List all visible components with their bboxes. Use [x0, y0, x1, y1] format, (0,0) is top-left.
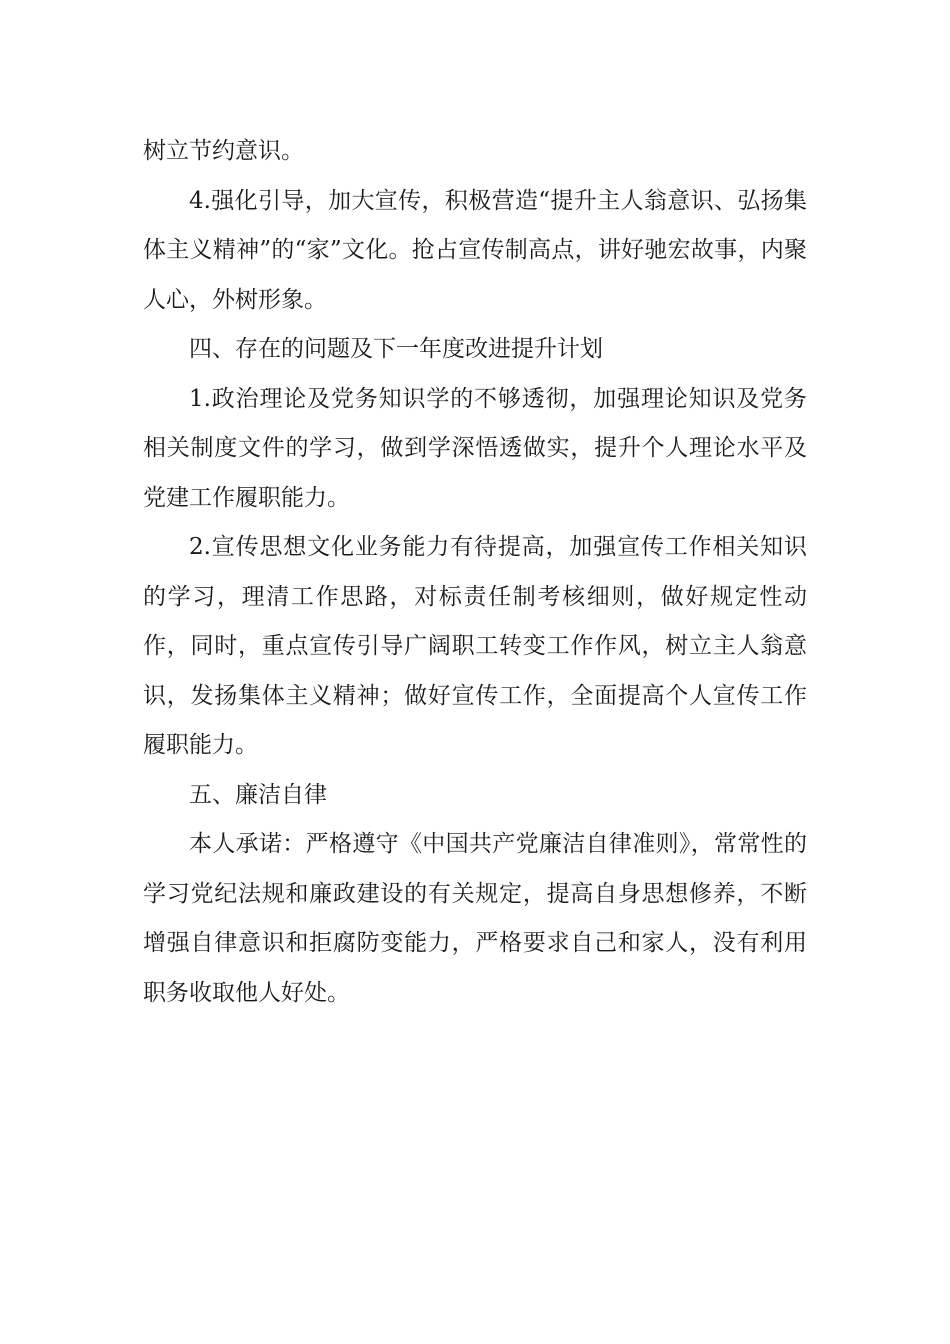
paragraph-problem-1: 1.政治理论及党务知识学的不够透彻，加强理论知识及党务相关制度文件的学习，做到学深悟透做实，提升个人理论水平及党建工作履职能力。 — [143, 385, 807, 511]
paragraph-item-4: 4.强化引导，加大宣传，积极营造“提升主人翁意识、弘扬集体主义精神”的“家”文化。抢占宣传制高点，讲好驰宏故事，内聚人心，外树形象。 — [143, 187, 807, 313]
paragraph-commitment: 本人承诺：严格遵守《中国共产党廉洁自律准则》，常常性的学习党纪法规和廉政建设的有关规定，提高自身思想修养，不断增强自律意识和拒腐防变能力，严格要求自己和家人，没有利用职务收取他人好处。 — [143, 831, 807, 1006]
section-heading-problems: 四、存在的问题及下一年度改进提升计划 — [189, 336, 603, 362]
paragraph-problem-2: 2.宣传思想文化业务能力有待提高，加强宣传工作相关知识的学习，理清工作思路，对标责任制考核细则，做好规定性动作，同时，重点宣传引导广阔职工转变工作作风，树立主人翁意识，发扬集体主义精神；做好宣传工作，全面提高个人宣传工作履职能力。 — [143, 534, 807, 758]
paragraph-continuation: 树立节约意识。 — [143, 138, 304, 164]
document-body — [143, 127, 807, 1018]
section-heading-integrity: 五、廉洁自律 — [189, 781, 327, 808]
